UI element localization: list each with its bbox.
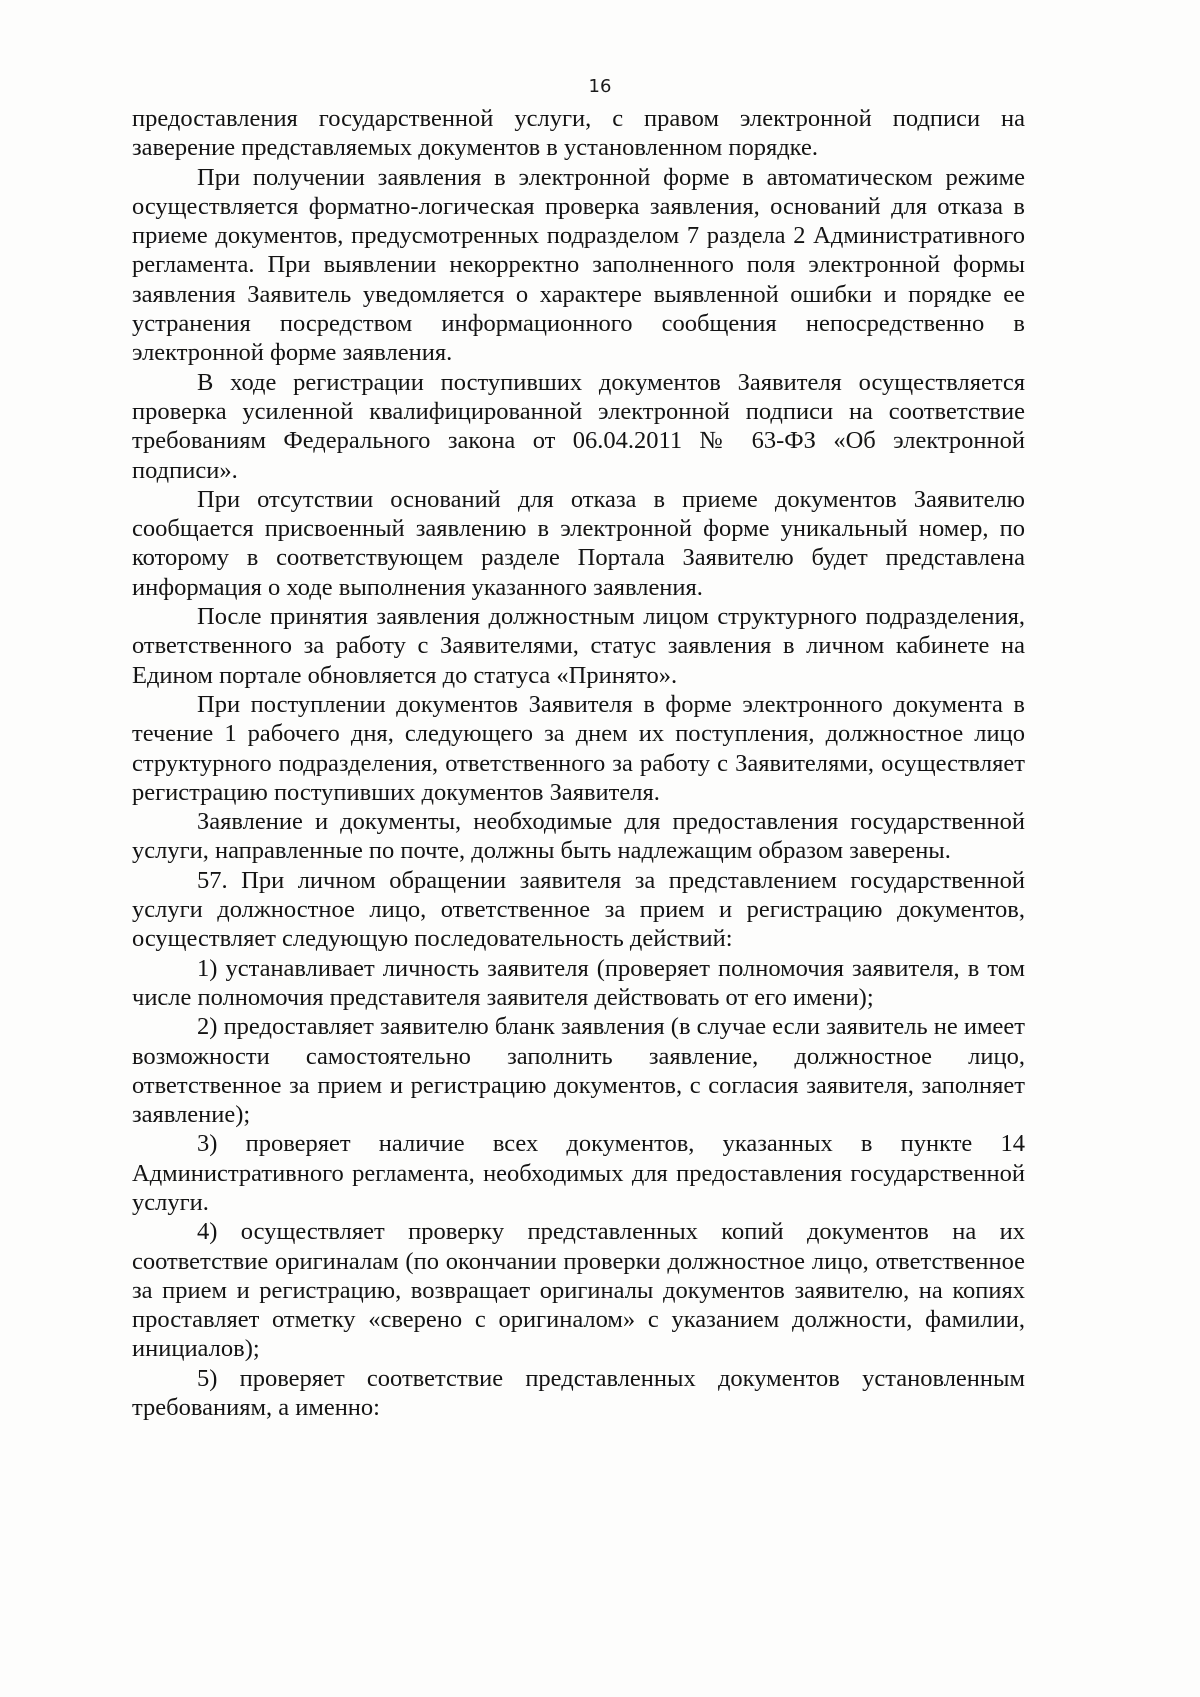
list-item-5: 5) проверяет соответствие представленных документов установленным требованиям, а именно: (132, 1364, 1025, 1422)
list-item-1: 1) устанавливает личность заявителя (проверяет полномочия заявителя, в том числе полномочия представителя заявителя действовать от его имени); (132, 954, 1025, 1011)
list-item-4: 4) осуществляет проверку представленных копий документов на их соответствие оригиналам (по окончании проверки должностное лицо, ответственное за прием и регистрацию, возвращает оригиналы документов заявителю, на копиях проставляет отметку «сверено с оригиналом» с указанием должности, фамилии, инициалов); (132, 1218, 1025, 1363)
paragraph-electronic-check: При получении заявления в электронной форме в автоматическом режиме осуществляется форматно-логическая проверка заявления, оснований для отказа в приеме документов, предусмотренных подразделом 7 раздела 2 Административного регламента. При выявлении некорректно заполненного поля электронной формы заявления Заявитель уведомляется о характере выявленной ошибки и порядке ее устранения посредством информационного сообщения непосредственно в электронной форме заявления. (132, 163, 1025, 367)
paragraph-unique-number: При отсутствии оснований для отказа в приеме документов Заявителю сообщается присвоенный заявлению в электронной форме уникальный номер, по которому в соответствующем разделе Портала Заявителю будет представлена информация о ходе выполнения указанного заявления. (132, 485, 1025, 601)
list-item-2: 2) предоставляет заявителю бланк заявления (в случае если заявитель не имеет возможности самостоятельно заполнить заявление, должностное лицо, ответственное за прием и регистрацию документов, с согласия заявителя, заполняет заявление); (132, 1013, 1025, 1129)
paragraph-continuation: предоставления государственной услуги, с правом электронной подписи на заверение представляемых документов в установленном порядке. (132, 105, 1025, 162)
page-number: 16 (588, 76, 612, 97)
paragraph-signature-check: В ходе регистрации поступивших документов Заявителя осуществляется проверка усиленной квалифицированной электронной подписи на соответствие требованиям Федерального закона от 06.04.2011 № 63-ФЗ «Об электронной подписи». (132, 368, 1025, 484)
document-body (132, 104, 1025, 1422)
paragraph-mail-documents: Заявление и документы, необходимые для предоставления государственной услуги, направленные по почте, должны быть надлежащим образом заверены. (132, 808, 1025, 865)
list-item-3: 3) проверяет наличие всех документов, указанных в пункте 14 Административного регламента, необходимых для предоставления государственной услуги. (132, 1130, 1025, 1216)
paragraph-item-57: 57. При личном обращении заявителя за представлением государственной услуги должностное лицо, ответственное за прием и регистрацию документов, осуществляет следующую последовательность действий: (132, 866, 1025, 953)
paragraph-registration: При поступлении документов Заявителя в форме электронного документа в течение 1 рабочего дня, следующего за днем их поступления, должностное лицо структурного подразделения, ответственного за работу с Заявителями, осуществляет регистрацию поступивших документов Заявителя. (132, 690, 1025, 806)
paragraph-status-accepted: После принятия заявления должностным лицом структурного подразделения, ответственного за работу с Заявителями, статус заявления в личном кабинете на Едином портале обновляется до статуса «Принято». (132, 603, 1025, 689)
